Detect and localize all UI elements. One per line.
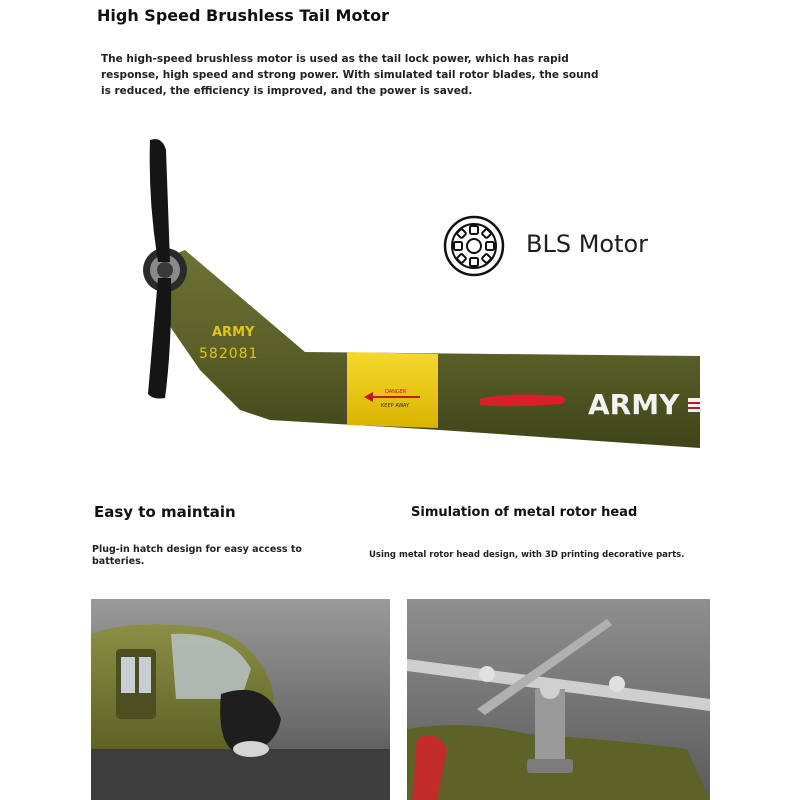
keep-away-label: KEEP AWAY <box>381 403 410 409</box>
motor-icon <box>443 215 505 277</box>
tail-boom-image <box>0 120 800 470</box>
feature-desc-maintain: Plug-in hatch design for easy access to batteries. <box>92 544 302 567</box>
feature-title-rotor: Simulation of metal rotor head <box>411 505 638 520</box>
section-description: The high-speed brushless motor is used as the tail lock power, which has rapid response, high speed and strong power. With simulated tail rotor blades, the sound is reduced, the efficiency is improved, and the power is saved. <box>101 53 599 97</box>
rotor-blade-bottom <box>148 278 171 399</box>
feature-title-maintain: Easy to maintain <box>94 503 236 521</box>
section-title: High Speed Brushless Tail Motor <box>97 6 389 25</box>
cockpit-photo <box>91 599 390 800</box>
serial-number: 582081 <box>199 346 259 362</box>
feature-desc-rotor: Using metal rotor head design, with 3D printing decorative parts. <box>369 550 685 560</box>
motor-label: BLS Motor <box>526 230 649 258</box>
danger-label: DANGER <box>385 389 407 395</box>
rotor-blade-top <box>150 139 170 262</box>
boom-army-text: ARMY <box>588 388 680 421</box>
rotor-head-photo <box>407 599 710 800</box>
fin-army-text: ARMY <box>212 325 255 340</box>
